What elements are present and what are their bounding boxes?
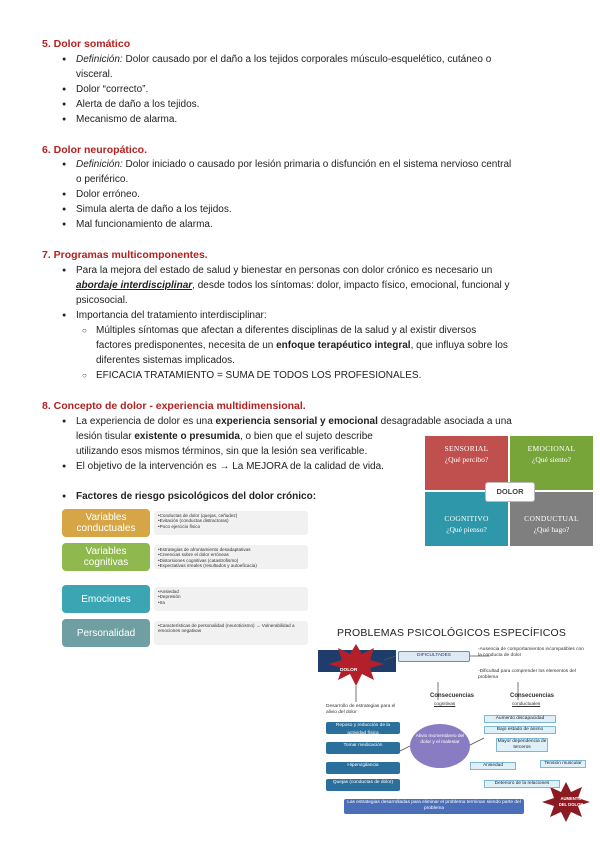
list-item-cont: utilizando esos mismos términos, sin que la lesión sea verificable.	[76, 446, 368, 457]
section-5-list	[76, 52, 560, 127]
section-5-heading: 5. Dolor somático	[42, 38, 131, 50]
right-box: Mayor dependencia de terceros	[497, 739, 547, 750]
desarrollo-text: Desarrollo de estrategias para el alivio del dolor	[326, 704, 396, 715]
sub-list-item: ○ EFICACIA TRATAMIENTO = SUMA DE TODOS LOS PROFESIONALES.	[96, 368, 566, 383]
right-box: Tensión muscular	[540, 760, 586, 768]
section-7-list	[76, 263, 566, 383]
list-item-cont: diferentes sistemas implicados.	[96, 355, 235, 366]
problemas-title: PROBLEMAS PSICOLÓGICOS ESPECÍFICOS	[337, 627, 567, 639]
conductual-quadrant: CONDUCTUAL ¿Qué hago?	[510, 492, 593, 546]
left-box: Reposo y reducción de la actividad física	[326, 722, 400, 734]
list-item: ● Mal funcionamiento de alarma.	[76, 217, 566, 232]
factor-items: • Estrategias de afrontamiento desadaptativas • Creencias sobre el dolor erróneas • Distorsiones cognitivas (catastrofismo) • Expectativas irreales (resultados y autoeficacia)	[154, 545, 308, 569]
factor-label: Variables conductuales	[62, 509, 150, 537]
consecuencias-conductuales-title: Consecuencias	[510, 693, 555, 699]
emocional-quadrant: EMOCIONAL ¿Qué siento?	[510, 436, 593, 490]
list-item: ● Definición: Dolor causado por el daño a los tejidos corporales músculo-esquelético, cutáneo o	[76, 52, 560, 67]
consecuencias-cognitivas-title: Consecuencias	[430, 693, 475, 699]
list-item: ● Simula alerta de daño a los tejidos.	[76, 202, 566, 217]
consecuencias-cognitivas-sub: cognitivas	[434, 702, 456, 707]
sensorial-quadrant: SENSORIAL ¿Qué percibo?	[425, 436, 508, 490]
alivio-text: Alivio momentáneo del dolor y el malestar	[415, 734, 465, 745]
aumento-dolor-label: AUMENTO DEL DOLOR	[558, 796, 584, 807]
factores-heading: ● Factores de riesgo psicológicos del dolor crónico:	[76, 489, 376, 504]
list-item: ● Mecanismo de alarma.	[76, 112, 560, 127]
section-6-list	[76, 157, 566, 232]
left-box: Hipervigilancia	[326, 762, 400, 774]
factor-items: • Ansiedad • Depresión • Ira	[154, 587, 308, 611]
dolor-star-label: DOLOR	[340, 668, 358, 673]
factor-label: Variables cognitivas	[62, 543, 150, 571]
dificultad-1: -Ausencia de comportamientos incompatibles con la conducta de dolor	[478, 647, 584, 658]
list-item: ● El objetivo de la intervención es → La MEJORA de la calidad de vida.	[76, 459, 566, 474]
list-item-cont: o periférico.	[76, 174, 129, 185]
dificultad-2: -Dificultad para comprender los elementos del problema	[478, 669, 576, 680]
right-box: Deterioro de la relaciones	[484, 780, 560, 788]
sub-list	[76, 323, 566, 383]
dolor-center-label: DOLOR	[485, 482, 535, 502]
list-item-cont: factores predisponentes, necesita de un enfoque terapéutico integral, que influya sobre los	[96, 340, 508, 351]
left-box: Tomar medicación	[326, 742, 400, 754]
list-item: ● Importancia del tratamiento interdisciplinar:	[76, 308, 566, 323]
section-6-heading: 6. Dolor neuropático.	[42, 144, 148, 156]
list-item: ● Alerta de daño a los tejidos.	[76, 97, 560, 112]
list-item-cont: psicosocial.	[76, 295, 128, 306]
section-7-heading: 7. Programas multicomponentes.	[42, 249, 208, 261]
consecuencias-conductuales-sub: conductuales	[512, 702, 541, 707]
list-item-cont: abordaje interdisciplinar, desde todos los síntomas: dolor, impacto físico, emocional, funcional y	[76, 280, 510, 291]
bottom-conclusion: Las estrategias desarrolladas para eliminar el problema terminan siendo parte del problema	[344, 799, 524, 814]
left-box: Quejas (conductas de dolor)	[326, 779, 400, 791]
list-item-cont: visceral.	[76, 69, 113, 80]
list-item: ● La experiencia de dolor es una experiencia sensorial y emocional desagradable asociada a una	[76, 414, 566, 429]
right-box: Bajo estado de ánimo	[484, 726, 556, 734]
list-item: ● Definición: Dolor iniciado o causado por lesión primaria o disfunción en el sistema nervioso central	[76, 157, 566, 172]
dolor-dimensions-diagram	[425, 436, 593, 546]
right-box: Aumento discapacidad	[484, 715, 556, 723]
list-item: ● Para la mejora del estado de salud y bienestar en personas con dolor crónico es necesario un	[76, 263, 566, 278]
cognitivo-quadrant: COGNITIVO ¿Qué pienso?	[425, 492, 508, 546]
section-8-heading: 8. Concepto de dolor - experiencia multidimensional.	[42, 400, 306, 412]
factor-label: Emociones	[62, 585, 150, 613]
list-item-cont: lesión tisular existente o presumida, o bien que el sujeto describe	[76, 431, 373, 442]
list-item: ● Dolor erróneo.	[76, 187, 566, 202]
factor-items: • Características de personalidad (neuroticismo) → Vulnerabilidad a emociones negativas	[154, 621, 308, 645]
dificultades-box: DIFICULTADES	[398, 651, 470, 662]
factor-items: • Conductas de dolor (quejas, ceñudez) • Evitación (conductas distractoras) • Poco ejercicio físico	[154, 511, 308, 535]
right-box: Ansiedad	[470, 762, 516, 770]
sub-list-item: ○ Múltiples síntomas que afectan a diferentes disciplinas de la salud y al existir diversos	[96, 323, 566, 338]
alivio-oval	[410, 724, 470, 768]
factor-label: Personalidad	[62, 619, 150, 647]
list-item: ● Dolor “correcto”.	[76, 82, 560, 97]
